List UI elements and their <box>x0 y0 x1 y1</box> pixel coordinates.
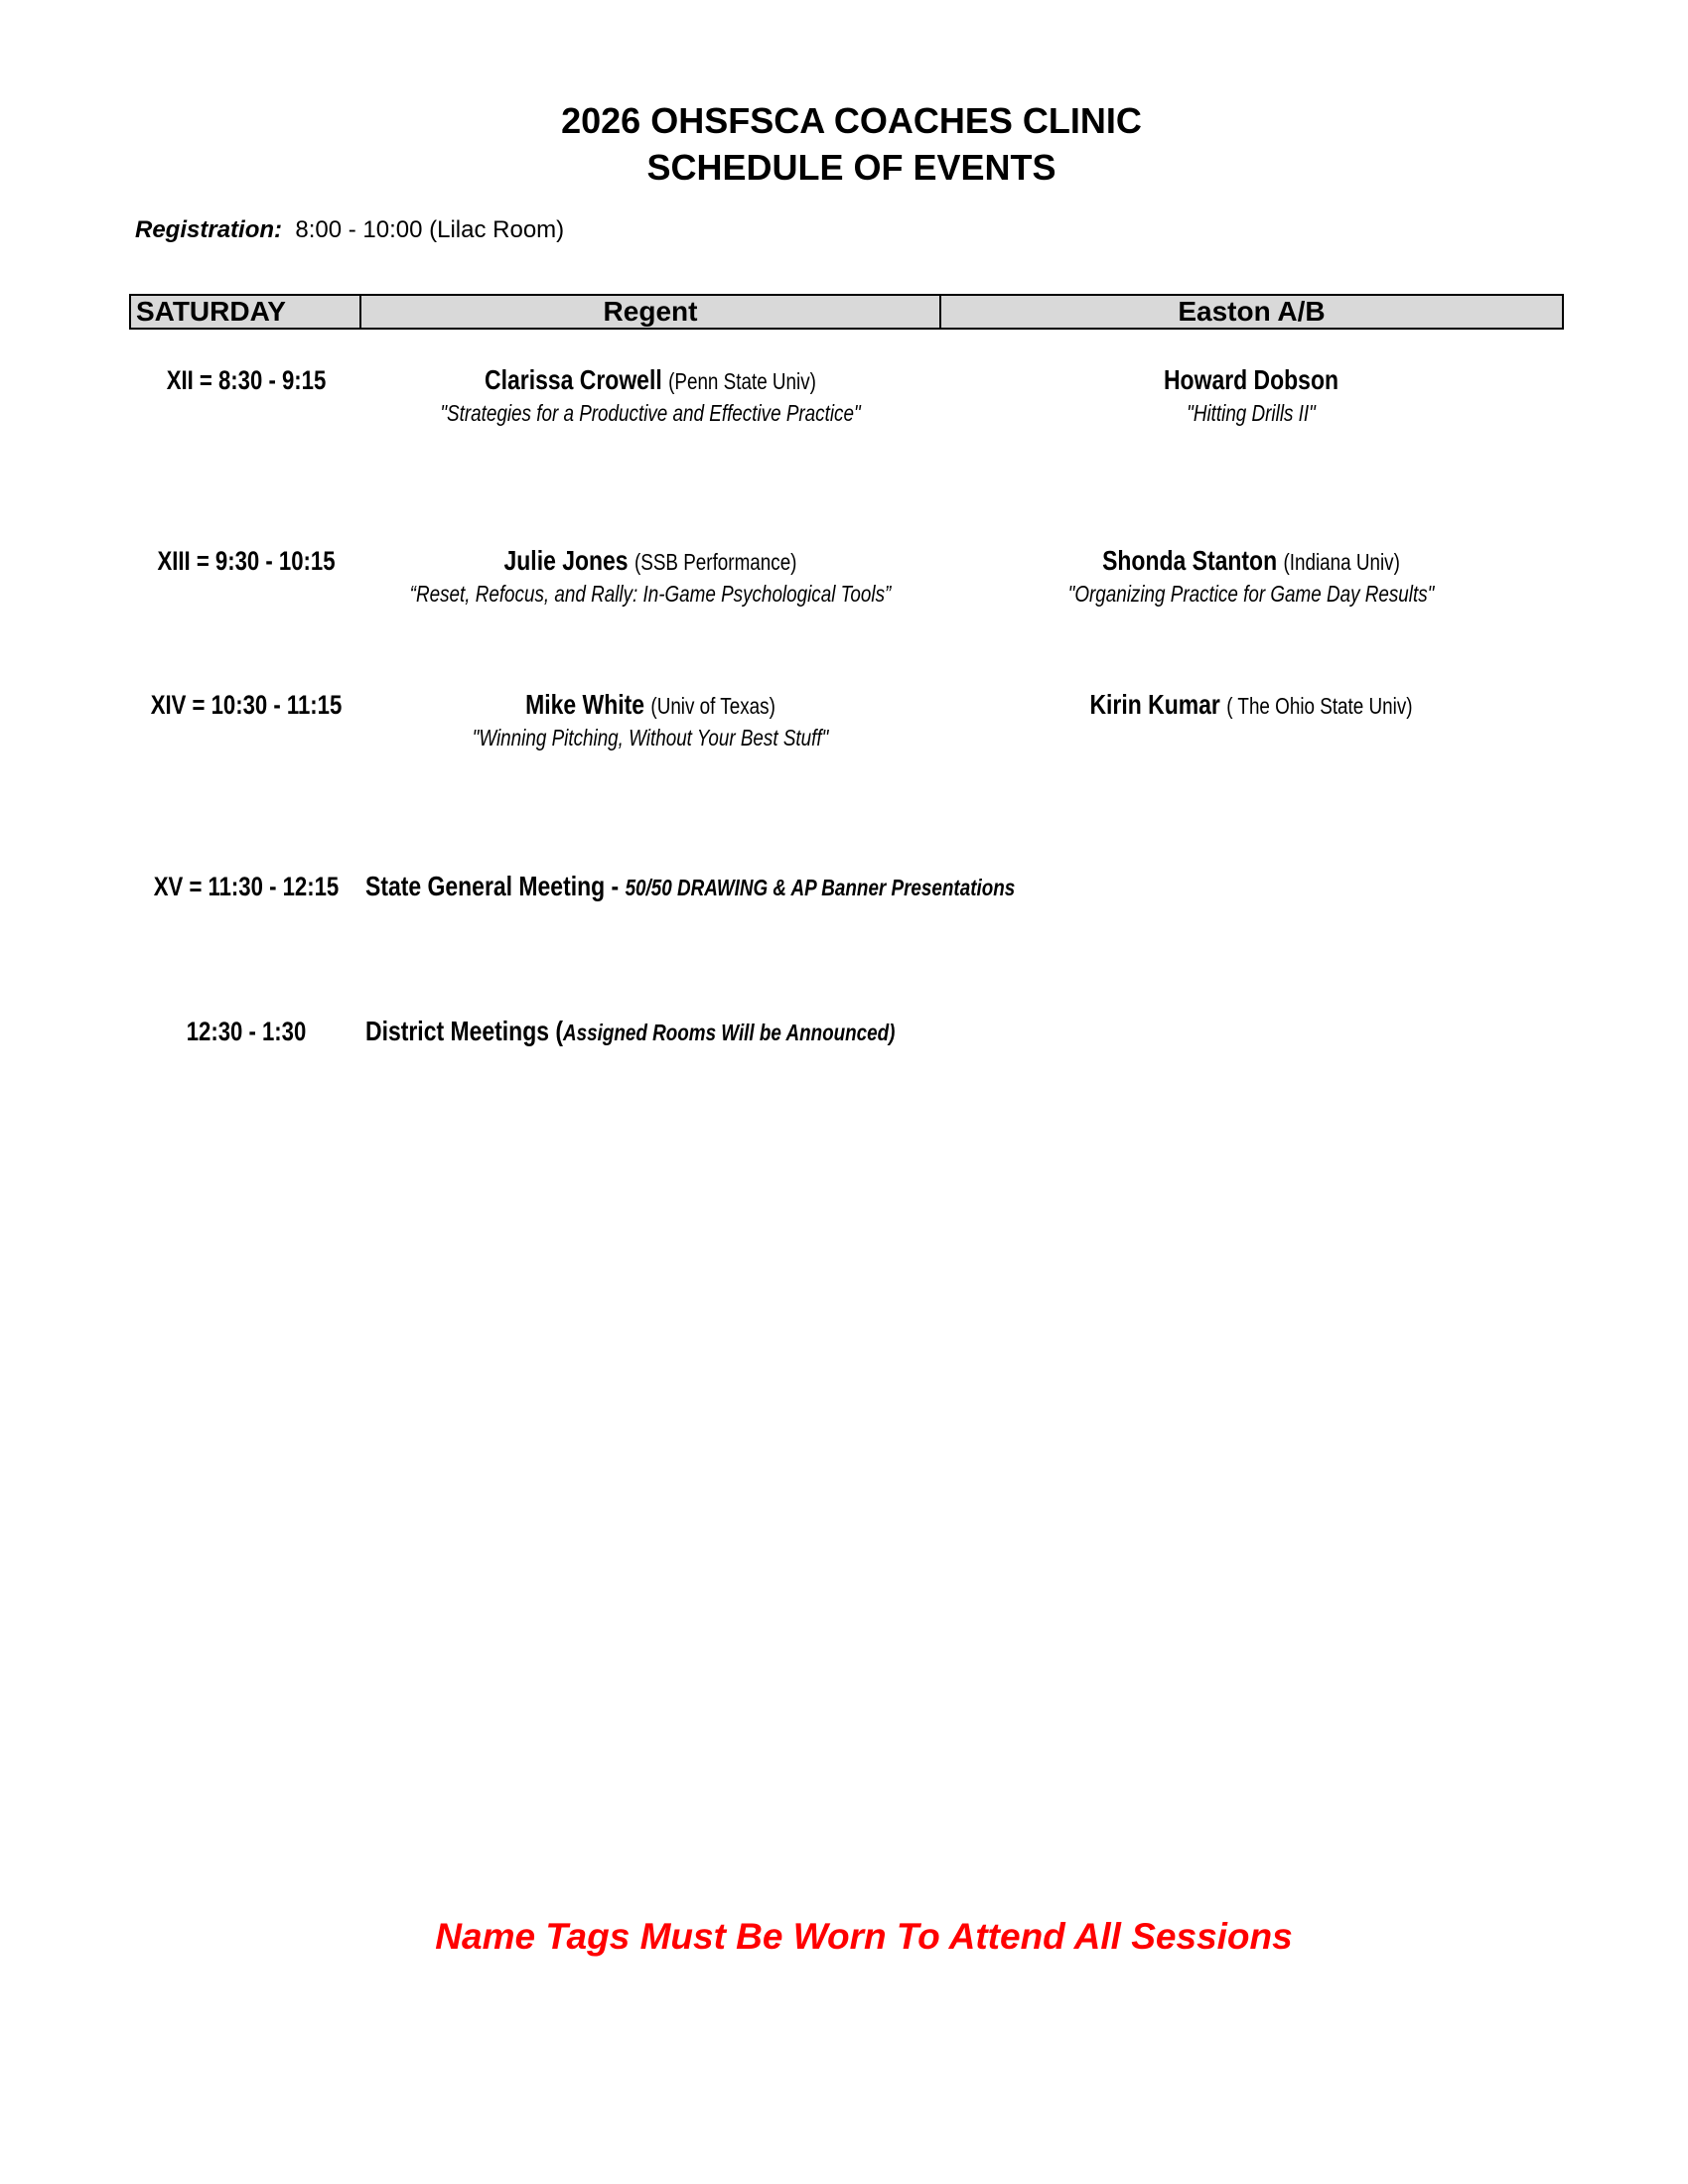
speaker-affiliation: ( The Ohio State Univ) <box>1226 693 1413 719</box>
session-time: XIV = 10:30 - 11:15 <box>150 690 343 720</box>
speaker-name: Clarissa Crowell <box>485 364 662 395</box>
district-meeting-detail: Assigned Rooms Will be Announced) <box>563 1020 896 1045</box>
district-meeting <box>365 1016 895 1047</box>
header-room-regent: Regent <box>361 296 941 328</box>
general-meeting-separator: - <box>605 871 626 901</box>
session-easton <box>1007 688 1495 723</box>
speaker-name: Mike White <box>525 689 645 720</box>
session-topic: “Reset, Refocus, and Rally: In-Game Psychological Tools” <box>409 581 892 607</box>
general-meeting-detail: 50/50 DRAWING & AP Banner Presentations <box>625 875 1016 900</box>
footer-notice: Name Tags Must Be Worn To Attend All Sessions <box>435 1916 1293 1957</box>
session-easton <box>1007 363 1495 428</box>
session-topic: "Winning Pitching, Without Your Best Stuff" <box>472 725 829 751</box>
page-subtitle: SCHEDULE OF EVENTS <box>646 147 1056 188</box>
speaker-affiliation: (Indiana Univ) <box>1283 549 1400 575</box>
schedule-header <box>129 294 1564 330</box>
session-easton <box>1007 544 1495 609</box>
session-topic: "Organizing Practice for Game Day Results" <box>1067 581 1435 607</box>
speaker-name: Julie Jones <box>503 545 629 576</box>
district-meeting-title: District Meetings ( <box>365 1016 564 1046</box>
session-regent <box>406 544 895 609</box>
registration-value: 8:00 - 10:00 (Lilac Room) <box>295 216 565 243</box>
registration-label: Registration: <box>135 216 283 243</box>
general-meeting <box>365 871 1015 902</box>
session-topic: "Hitting Drills II" <box>1187 400 1316 426</box>
speaker-affiliation: (Penn State Univ) <box>668 368 816 394</box>
general-meeting-title: State General Meeting <box>365 871 606 901</box>
session-topic: "Strategies for a Productive and Effective Practice" <box>440 400 861 426</box>
speaker-name: Kirin Kumar <box>1089 689 1220 720</box>
session-regent <box>406 363 895 428</box>
speaker-affiliation: (Univ of Texas) <box>650 693 775 719</box>
session-regent <box>406 688 895 752</box>
registration-line <box>135 216 564 244</box>
session-time: XIII = 9:30 - 10:15 <box>157 546 336 576</box>
page-title: 2026 OHSFSCA COACHES CLINIC <box>561 100 1142 141</box>
speaker-affiliation: (SSB Performance) <box>633 549 797 575</box>
speaker-name: Shonda Stanton <box>1102 545 1278 576</box>
header-day: SATURDAY <box>131 296 361 328</box>
general-meeting-time: XV = 11:30 - 12:15 <box>153 872 340 901</box>
district-meeting-time: 12:30 - 1:30 <box>186 1017 307 1046</box>
session-time: XII = 8:30 - 9:15 <box>166 365 327 395</box>
header-room-easton: Easton A/B <box>1178 296 1326 327</box>
speaker-name: Howard Dobson <box>1163 364 1339 395</box>
